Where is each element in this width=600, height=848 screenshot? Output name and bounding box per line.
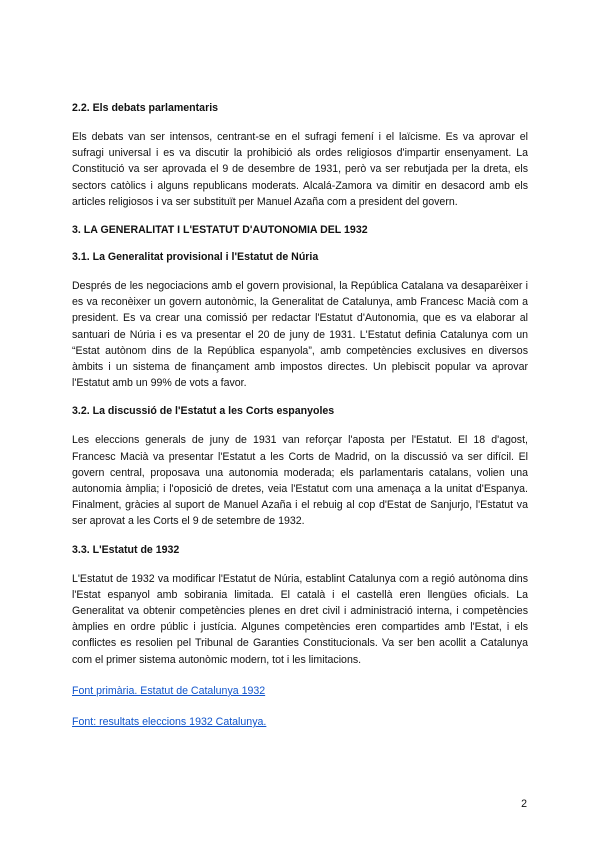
election-results-link[interactable]: Font: resultats eleccions 1932 Catalunya. (72, 715, 267, 728)
paragraph-3-1: Després de les negociacions amb el govern provisional, la República Catalana va desaparèixer i es va reconèixer un govern autonòmic, la Generalitat de Catalunya, amb Francesc Macià com a president. Es va crear una comissió per redactar l'Estatut d'Autonomia, que es va elaborar al santuari de Núria i es va presentar el 20 de juny de 1931. L'Estatut definia Catalunya com un “Estat autònom dins de la República espanyola”, amb competències exclusives en diversos àmbits i un sistema de finançament amb impostos directes. Un plebiscit popular va aprovar l'Estatut amb un 99% de vots a favor. (72, 280, 528, 390)
primary-source-link[interactable]: Font primària. Estatut de Catalunya 1932 (72, 684, 266, 697)
paragraph-2-2: Els debats van ser intensos, centrant-se en el sufragi femení i el laïcisme. Es va aprovar el sufragi universal i es va discutir la prohibició als ordes religiosos d'impartir ensenyament. La Constitució va ser aprovada el 9 de desembre de 1931, però va ser rebutjada per la dreta, els sectors catòlics i alguns republicans moderats. Alcalá-Zamora va dimitir en desacord amb els articles religiosos i va ser substituït per Manuel Azaña com a president del govern. (72, 131, 528, 208)
page-number: 2 (521, 798, 527, 810)
heading-3: 3. LA GENERALITAT I L'ESTATUT D'AUTONOMIA DEL 1932 (72, 224, 368, 237)
heading-3-3: 3.3. L'Estatut de 1932 (72, 543, 180, 556)
paragraph-3-3: L'Estatut de 1932 va modificar l'Estatut de Núria, establint Catalunya com a regió autònoma dins l'Estat espanyol amb sobirania limitada. El català i el castellà eren llengües oficials. La Generalitat va obtenir competències plenes en dret civil i administració interna, i competències àmplies en ordre públic i justícia. Algunes competències eren compartides amb l'Estat, i els conflictes es resolien pel Tribunal de Garanties Constitucionals. Va ser ben acollit a Catalunya com el primer sistema autonòmic modern, tot i les limitacions. (72, 572, 528, 666)
paragraph-3-2: Les eleccions generals de juny de 1931 van reforçar l'aposta per l'Estatut. El 18 d'agost, Francesc Macià va presentar l'Estatut a les Corts de Madrid, on la discussió va ser difícil. El govern central, proposava una autonomia moderada; els parlamentaris catalans, volien una autonomia àmplia; i l'oposició de dretes, veia l'Estatut com una amenaça a la unitat d'Espanya. Finalment, gràcies al suport de Manuel Azaña i el rebuig al cop d'Estat de Sanjurjo, l'Estatut va ser aprovat a les Corts el 9 de setembre de 1932. (72, 434, 528, 528)
page-content (72, 101, 528, 730)
heading-3-1: 3.1. La Generalitat provisional i l'Estatut de Núria (72, 251, 319, 264)
heading-3-2: 3.2. La discussió de l'Estatut a les Corts espanyoles (72, 405, 335, 418)
heading-2-2: 2.2. Els debats parlamentaris (72, 102, 219, 114)
